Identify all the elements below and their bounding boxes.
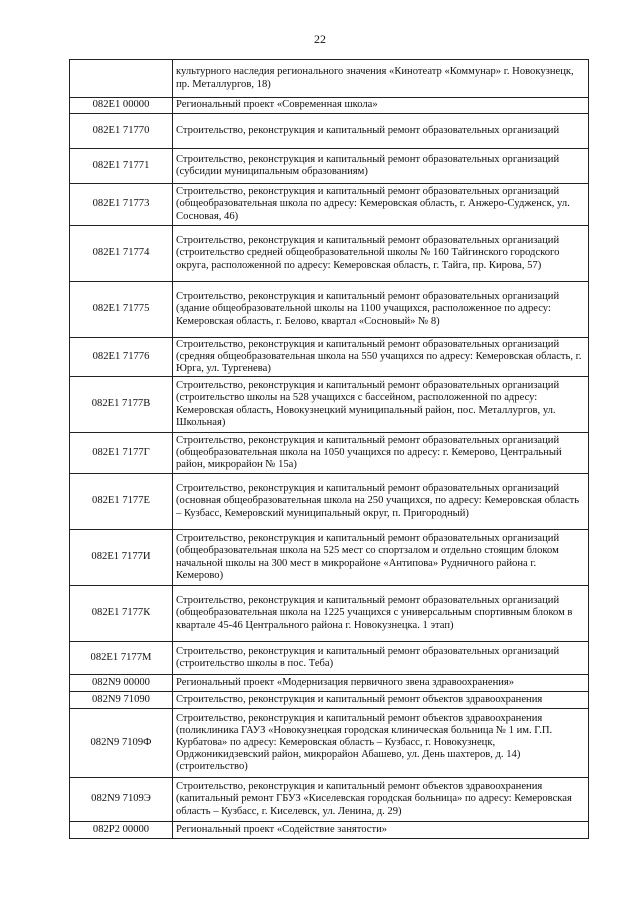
- table-row: [70, 474, 589, 530]
- table-row: [70, 675, 589, 692]
- description-cell: Строительство, реконструкция и капитальный ремонт образовательных организаций (общеобразовательная школа на 525 мест со спортзалом и отдельно стоящим блоком начальной школы на 300 мест в микрорайоне «Антипова» Рудничного района г. Кемерово): [173, 530, 589, 586]
- description-cell: Строительство, реконструкция и капитальный ремонт образовательных организаций (общеобразовательная школа на 1225 учащихся с универсальным спортивным блоком в квартале 45-46 Центрального района г. Новокузнецка. 1 этап): [173, 586, 589, 642]
- code-cell: 082E1 7177Г: [70, 433, 173, 474]
- table-row: [70, 586, 589, 642]
- description-cell: Строительство, реконструкция и капитальный ремонт объектов здравоохранения (капитальный ремонт ГБУЗ «Киселевская городская больница» по адресу: Кемеровская область – Кузбасс, г. Киселевск, ул. Ленина, д. 29): [173, 778, 589, 822]
- table-row: [70, 642, 589, 675]
- code-cell: 082E1 71776: [70, 338, 173, 377]
- description-cell: Строительство, реконструкция и капитальный ремонт объектов здравоохранения (поликлиника ГАУЗ «Новокузнецкая городская клиническая больница № 1 им. Г.П. Курбатова» по адресу: Кемеровская область – Кузбасс, г. Новокузнецк, Орджоникидзевский район, микрорайон Абашево, ул. День шахтеров, д. 14) (строительство): [173, 709, 589, 778]
- description-cell: Строительство, реконструкция и капитальный ремонт образовательных организаций (субсидии муниципальным образованиям): [173, 149, 589, 184]
- table-row: [70, 377, 589, 433]
- description-cell: Строительство, реконструкция и капитальный ремонт образовательных организаций: [173, 114, 589, 149]
- table-row: [70, 338, 589, 377]
- code-cell: 082N9 7109Э: [70, 778, 173, 822]
- description-cell: Строительство, реконструкция и капитальный ремонт образовательных организаций (здание общеобразовательной школы на 1100 учащихся, расположенное по адресу: Кемеровская область, г. Белово, квартал «Сосновый» № 8): [173, 282, 589, 338]
- code-cell: 082E1 7177В: [70, 377, 173, 433]
- table-row: [70, 149, 589, 184]
- code-cell: 082E1 7177М: [70, 642, 173, 675]
- table-row: [70, 226, 589, 282]
- description-cell: Строительство, реконструкция и капитальный ремонт образовательных организаций (средняя общеобразовательная школа на 550 учащихся по адресу: Кемеровская область, г. Юрга, ул. Тургенева): [173, 338, 589, 377]
- table-row: [70, 778, 589, 822]
- code-cell: 082E1 71775: [70, 282, 173, 338]
- description-cell: Строительство, реконструкция и капитальный ремонт образовательных организаций (основная общеобразовательная школа на 250 учащихся, по адресу: Кемеровская область – Кузбасс, Кемеровский муниципальный округ, п. Пригородный): [173, 474, 589, 530]
- description-cell: Строительство, реконструкция и капитальный ремонт образовательных организаций (общеобразовательная школа на 1050 учащихся по адресу: г. Кемерово, Центральный район, микрорайон № 15а): [173, 433, 589, 474]
- description-cell: культурного наследия регионального значения «Кинотеатр «Коммунар» г. Новокузнецк, пр. Металлургов, 18): [173, 60, 589, 98]
- code-cell: 082E1 71773: [70, 184, 173, 226]
- table-row: [70, 282, 589, 338]
- page-number: 22: [314, 32, 326, 46]
- code-cell: 082E1 7177Е: [70, 474, 173, 530]
- description-cell: Строительство, реконструкция и капитальный ремонт образовательных организаций (строительство школы в пос. Теба): [173, 642, 589, 675]
- budget-classification-table: [69, 59, 589, 839]
- table-row: [70, 433, 589, 474]
- table-row: [70, 184, 589, 226]
- description-cell: Строительство, реконструкция и капитальный ремонт образовательных организаций (строительство средней общеобразовательной школы № 160 Тайгинского городского округа, расположенной по адресу: Кемеровская область, г. Тайга, пр. Кирова, 57): [173, 226, 589, 282]
- table-row: [70, 822, 589, 839]
- code-cell: 082E1 00000: [70, 98, 173, 114]
- description-cell: Строительство, реконструкция и капитальный ремонт объектов здравоохранения: [173, 692, 589, 709]
- table-row: [70, 709, 589, 778]
- table-row: [70, 98, 589, 114]
- code-cell: [70, 60, 173, 98]
- table-row: [70, 530, 589, 586]
- code-cell: 082E1 71770: [70, 114, 173, 149]
- code-cell: 082E1 71774: [70, 226, 173, 282]
- description-cell: Строительство, реконструкция и капитальный ремонт образовательных организаций (строительство школы на 528 учащихся с бассейном, расположенной по адресу: Кемеровская область, Новокузнецкий муниципальный район, пос. Металлургов, ул. Школьная): [173, 377, 589, 433]
- code-cell: 082E1 71771: [70, 149, 173, 184]
- table-row: [70, 60, 589, 98]
- description-cell: Региональный проект «Модернизация первичного звена здравоохранения»: [173, 675, 589, 692]
- description-cell: Региональный проект «Современная школа»: [173, 98, 589, 114]
- table-row: [70, 692, 589, 709]
- code-cell: 082N9 7109Ф: [70, 709, 173, 778]
- code-cell: 082N9 71090: [70, 692, 173, 709]
- code-cell: 082P2 00000: [70, 822, 173, 839]
- code-cell: 082N9 00000: [70, 675, 173, 692]
- description-cell: Региональный проект «Содействие занятости»: [173, 822, 589, 839]
- code-cell: 082E1 7177И: [70, 530, 173, 586]
- code-cell: 082E1 7177К: [70, 586, 173, 642]
- description-cell: Строительство, реконструкция и капитальный ремонт образовательных организаций (общеобразовательная школа по адресу: Кемеровская область, г. Анжеро-Судженск, ул. Сосновая, 46): [173, 184, 589, 226]
- table-row: [70, 114, 589, 149]
